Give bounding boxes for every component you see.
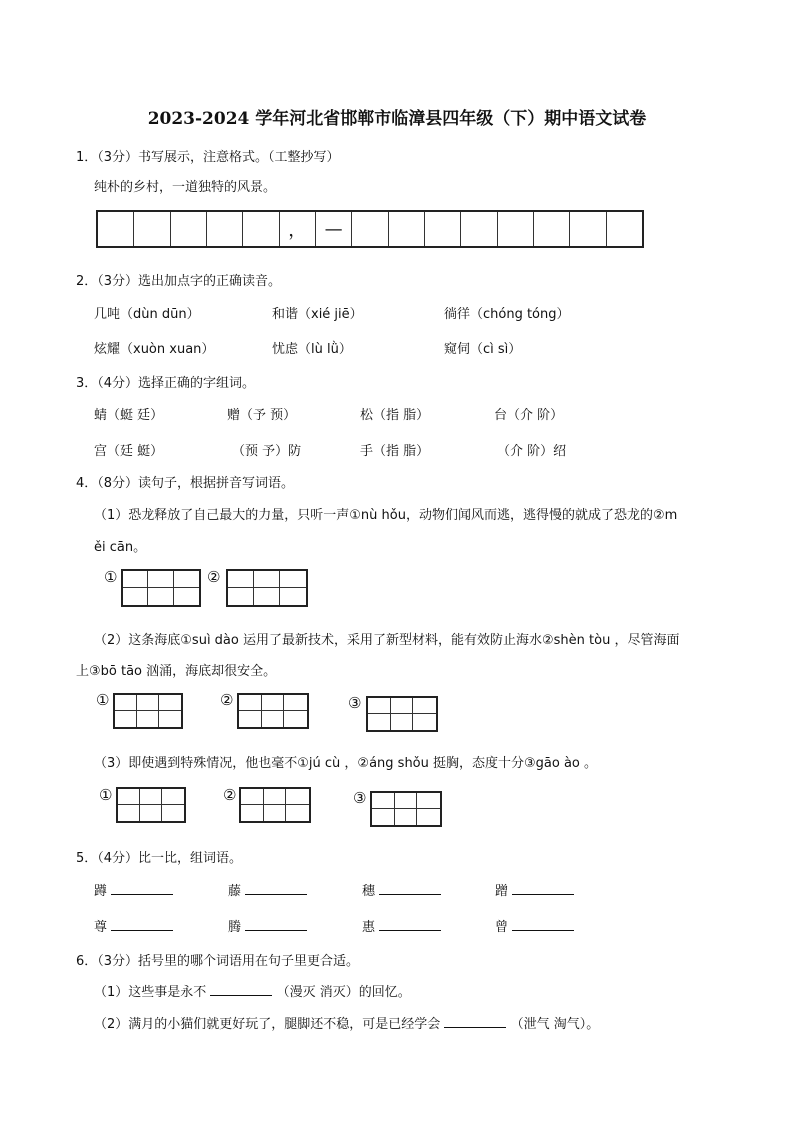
- question-6-heading: 6．（3分）括号里的哪个词语用在句子里更合适。: [76, 954, 360, 969]
- q2-item: 和谐（xié jiē）: [272, 307, 363, 322]
- q2-item: 徜徉（chóng tóng）: [444, 307, 570, 322]
- pinyin-answer-grid[interactable]: [237, 693, 309, 729]
- writing-cell[interactable]: [570, 212, 606, 246]
- writing-cell[interactable]: [98, 212, 134, 246]
- q3-item: 蜻（蜓 廷）: [94, 408, 164, 423]
- q2-item: 窥伺（cì sì）: [444, 342, 522, 357]
- question-2-heading: 2．（3分）选出加点字的正确读音。: [76, 274, 282, 289]
- q4-sentence-1-cont: ěi cān。: [94, 540, 147, 555]
- writing-cell[interactable]: [171, 212, 207, 246]
- writing-cell[interactable]: [134, 212, 170, 246]
- writing-cell[interactable]: —: [316, 212, 352, 246]
- mark-1: ①: [99, 786, 113, 804]
- writing-cell[interactable]: [498, 212, 534, 246]
- q3-item: （介 阶）绍: [497, 444, 567, 459]
- mark-2: ②: [223, 786, 237, 804]
- q3-item: 松（指 脂）: [360, 408, 430, 423]
- q4-sentence-3: （3）即使遇到特殊情况，他也毫不①jú cù ，②áng shǒu 挺胸，态度十分③gāo ào 。: [94, 756, 598, 771]
- writing-cell[interactable]: [425, 212, 461, 246]
- q5-char: 曾: [495, 920, 509, 935]
- pinyin-answer-grid[interactable]: [226, 569, 308, 607]
- question-1-heading: 1．（3分）书写展示，注意格式。（工整抄写）: [76, 150, 340, 165]
- question-1-text: 纯朴的乡村，一道独特的风景。: [94, 180, 277, 195]
- answer-blank[interactable]: [111, 918, 173, 931]
- q3-item: 赠（予 预）: [227, 408, 297, 423]
- q2-item: 忧虑（lù lǜ）: [272, 342, 352, 357]
- q5-char: 藤: [228, 884, 242, 899]
- q5-char: 惠: [362, 920, 376, 935]
- q6-sentence-2-post: （泄气 淘气）。: [510, 1017, 600, 1032]
- writing-cell[interactable]: [352, 212, 388, 246]
- mark-3: ③: [348, 694, 362, 712]
- q5-char: 腾: [228, 920, 242, 935]
- q5-char: 穗: [362, 884, 376, 899]
- q5-char: 尊: [94, 920, 108, 935]
- q6-sentence-1-pre: （1）这些事是永不: [94, 985, 207, 1000]
- mark-3: ③: [353, 789, 367, 807]
- q2-item: 炫耀（xuòn xuan）: [94, 342, 215, 357]
- q6-sentence-2-pre: （2）满月的小猫们就更好玩了，腿脚还不稳，可是已经学会: [94, 1017, 441, 1032]
- pinyin-answer-grid[interactable]: [113, 693, 183, 729]
- writing-cell[interactable]: [607, 212, 642, 246]
- q4-sentence-1: （1）恐龙释放了自己最大的力量，只听一声①nù hǒu，动物们闻风而逃，逃得慢的就成了恐龙的②m: [94, 508, 678, 523]
- pinyin-answer-grid[interactable]: [239, 787, 311, 823]
- writing-grid[interactable]: [96, 210, 644, 248]
- pinyin-answer-grid[interactable]: [370, 791, 442, 827]
- answer-blank[interactable]: [512, 918, 574, 931]
- writing-cell[interactable]: [534, 212, 570, 246]
- mark-1: ①: [96, 691, 110, 709]
- writing-cell[interactable]: [243, 212, 279, 246]
- q4-sentence-2: （2）这条海底①suì dào 运用了最新技术，采用了新型材料，能有效防止海水②shèn tòu ，尽管海面: [94, 633, 680, 648]
- question-5-heading: 5．（4分）比一比，组词语。: [76, 851, 243, 866]
- writing-cell[interactable]: ，: [280, 212, 316, 246]
- q6-sentence-1-post: （漫灭 消灭）的回忆。: [276, 985, 411, 1000]
- mark-1: ①: [104, 568, 118, 586]
- question-4-heading: 4．（8分）读句子，根据拼音写词语。: [76, 476, 295, 491]
- writing-cell[interactable]: [207, 212, 243, 246]
- q5-char: 蹭: [495, 884, 509, 899]
- exam-title: 2023-2024 学年河北省邯郸市临漳县四年级（下）期中语文试卷: [147, 109, 647, 129]
- q3-item: （预 予）防: [232, 444, 302, 459]
- pinyin-answer-grid[interactable]: [121, 569, 201, 607]
- q2-item: 几吨（dùn dūn）: [94, 307, 200, 322]
- answer-blank[interactable]: [111, 882, 173, 895]
- answer-blank[interactable]: [512, 882, 574, 895]
- writing-cell[interactable]: [389, 212, 425, 246]
- answer-blank[interactable]: [245, 882, 307, 895]
- answer-blank[interactable]: [379, 882, 441, 895]
- q3-item: 台（介 阶）: [494, 408, 564, 423]
- answer-blank[interactable]: [379, 918, 441, 931]
- answer-blank[interactable]: [444, 1015, 506, 1028]
- q3-item: 手（指 脂）: [360, 444, 430, 459]
- q5-char: 蹲: [94, 884, 108, 899]
- pinyin-answer-grid[interactable]: [116, 787, 186, 823]
- answer-blank[interactable]: [210, 983, 272, 996]
- q3-item: 宫（廷 蜓）: [94, 444, 164, 459]
- answer-blank[interactable]: [245, 918, 307, 931]
- writing-cell[interactable]: [461, 212, 497, 246]
- pinyin-answer-grid[interactable]: [366, 696, 438, 732]
- mark-2: ②: [207, 568, 221, 586]
- question-3-heading: 3．（4分）选择正确的字组词。: [76, 376, 256, 391]
- mark-2: ②: [220, 691, 234, 709]
- q4-sentence-2-cont: 上③bō tāo 汹涌，海底却很安全。: [76, 664, 277, 679]
